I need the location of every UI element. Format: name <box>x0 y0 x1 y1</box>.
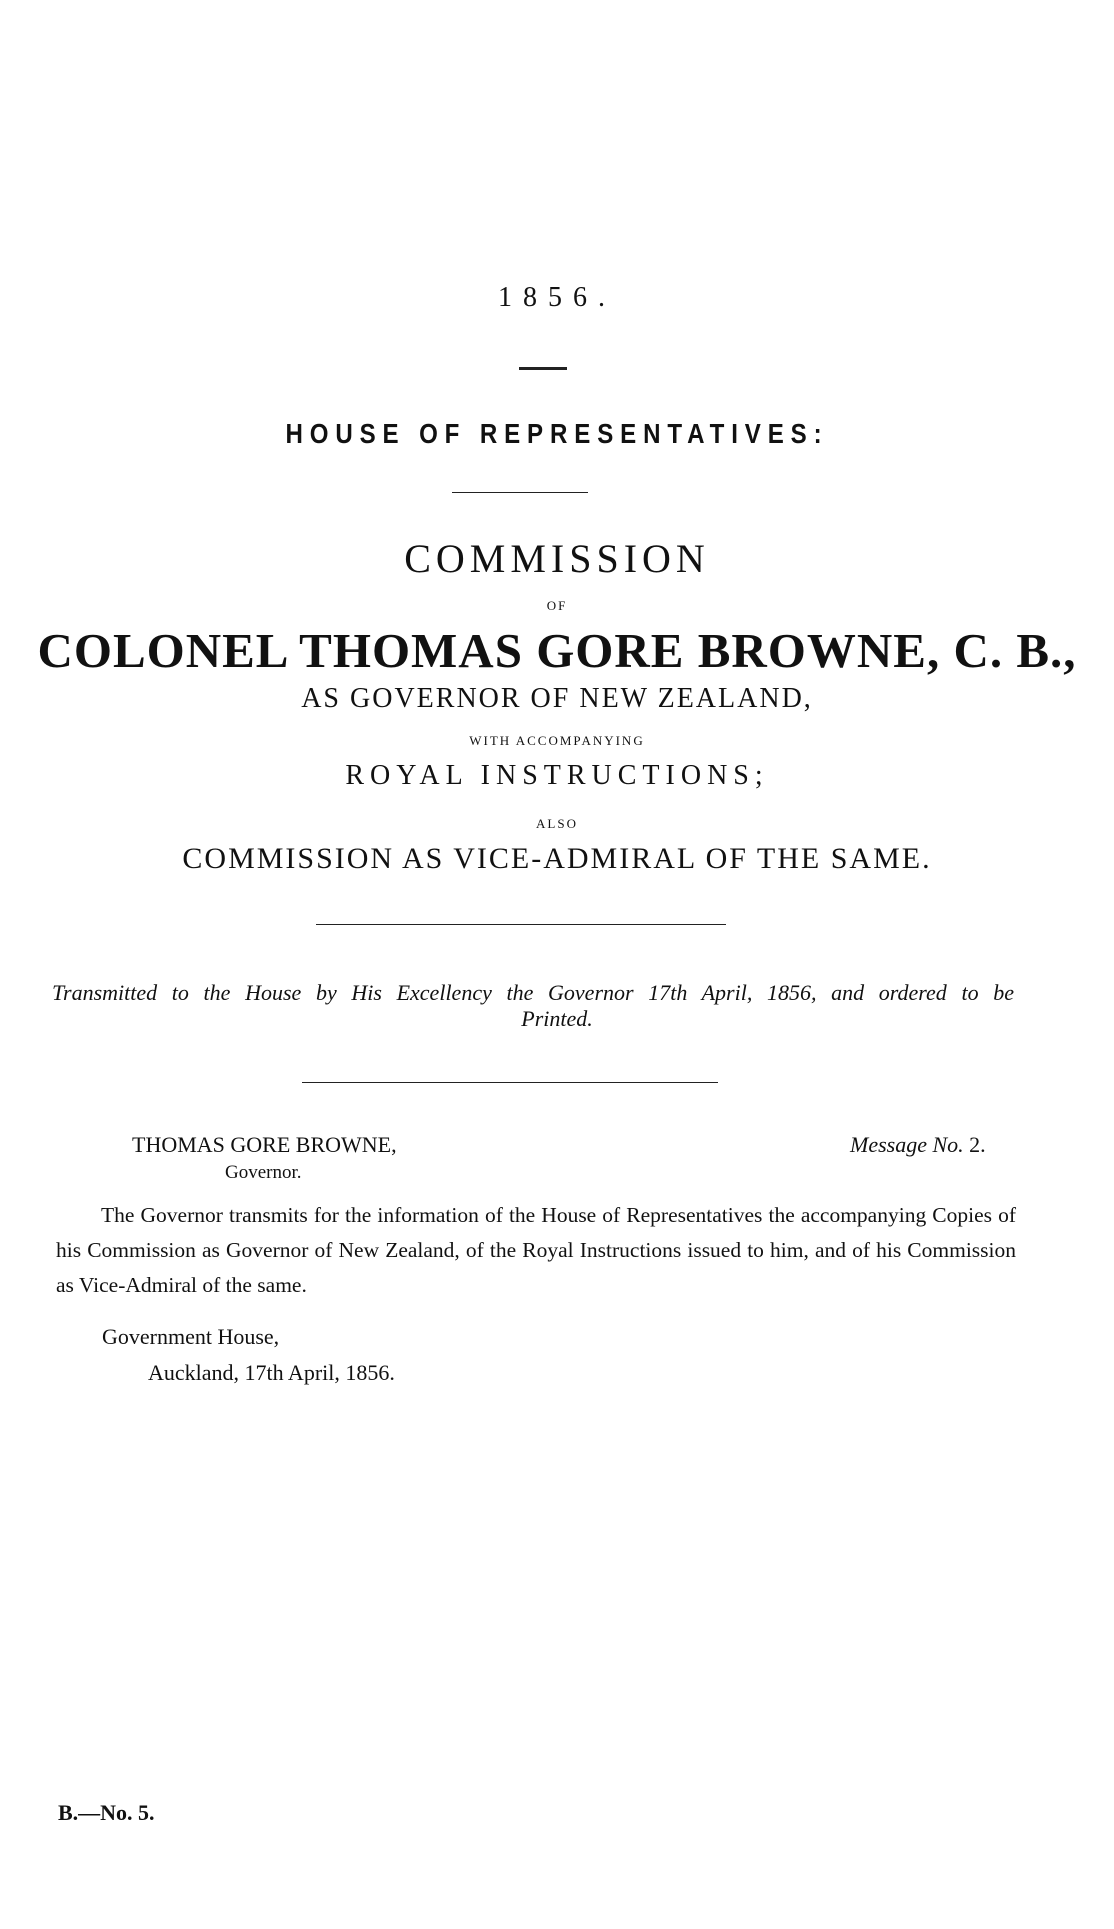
printed-note: Printed. <box>521 1006 593 1031</box>
also-label: ALSO <box>536 816 578 831</box>
royal-instructions-heading: ROYAL INSTRUCTIONS; <box>345 760 769 791</box>
vice-admiral-heading: COMMISSION AS VICE-ADMIRAL OF THE SAME. <box>182 842 932 875</box>
message-number-value: 2. <box>969 1132 986 1157</box>
governor-title: AS GOVERNOR OF NEW ZEALAND, <box>301 683 813 714</box>
transmitted-note: Transmitted to the House by His Excellency the Governor 17th April, 1856, and ordered to be <box>52 980 1014 1005</box>
divider-transmitted <box>302 1082 718 1083</box>
with-accompanying-label: WITH ACCOMPANYING <box>469 733 645 748</box>
divider-title <box>316 924 726 925</box>
paper-reference: B.—No. 5. <box>58 1800 155 1825</box>
divider-top <box>519 367 567 370</box>
message-sender: THOMAS GORE BROWNE, <box>132 1132 397 1157</box>
message-label: Message No. <box>850 1132 964 1157</box>
message-number <box>850 1132 986 1158</box>
governor-name: COLONEL THOMAS GORE BROWNE, C. B., <box>37 623 1077 678</box>
commission-heading: COMMISSION <box>404 536 710 581</box>
house-heading: HOUSE OF REPRESENTATIVES: <box>285 418 829 449</box>
message-body: The Governor transmits for the information of the House of Representatives the accompanying Copies of his Commission as Governor of New Zealand, of the Royal Instructions issued to him, and of his Commission as Vice-Admiral of the same. <box>56 1203 1016 1297</box>
document-year: 1856. <box>498 282 616 313</box>
message-date: Auckland, 17th April, 1856. <box>148 1360 395 1385</box>
message-sender-role: Governor. <box>225 1162 302 1183</box>
of-label: OF <box>546 598 568 613</box>
message-place: Government House, <box>102 1324 280 1349</box>
divider-house <box>452 492 588 493</box>
